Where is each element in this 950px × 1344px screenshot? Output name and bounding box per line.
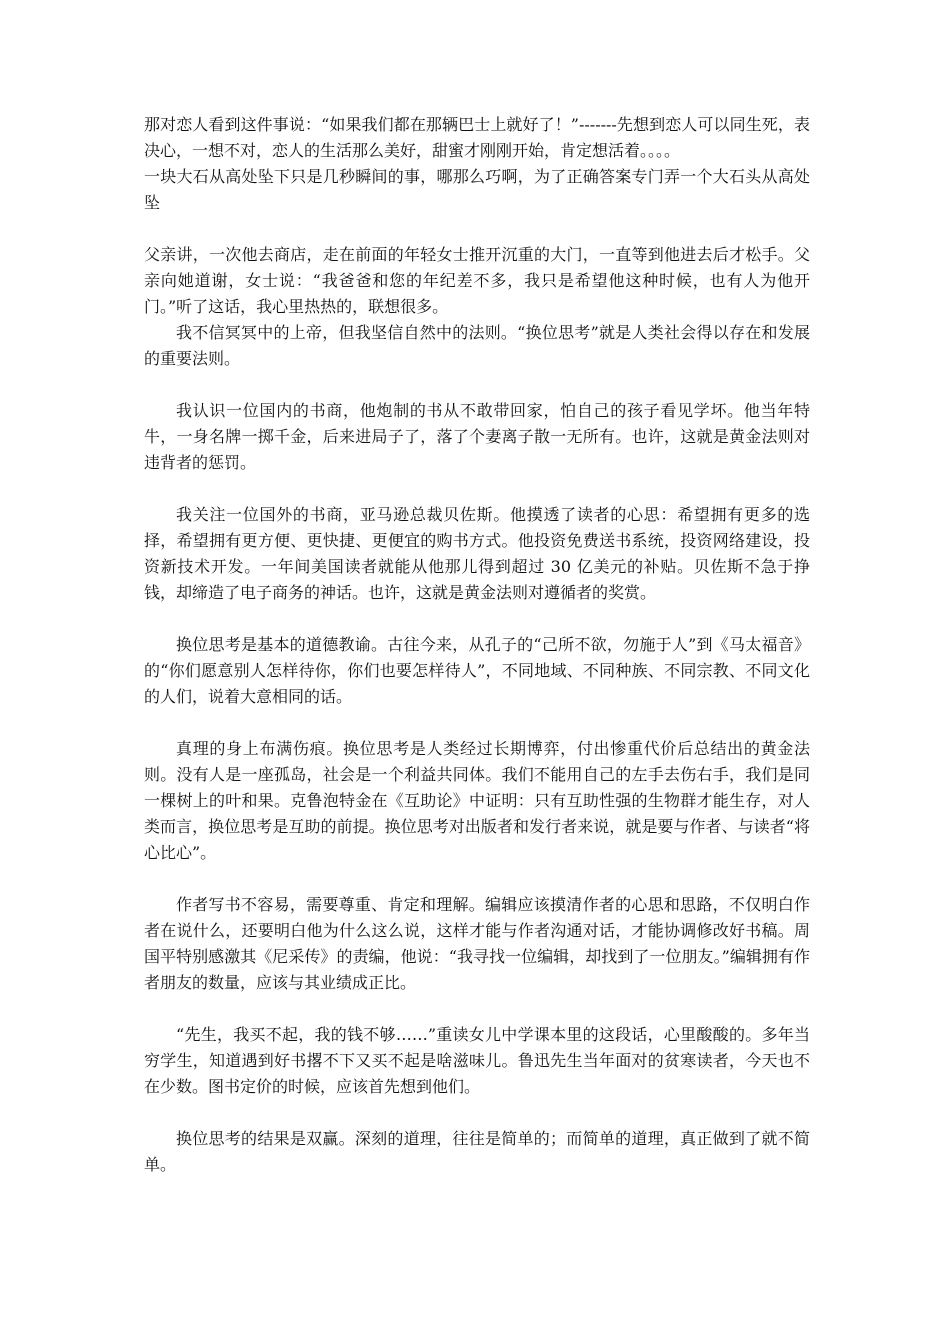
paragraph-poor-readers: “先生，我买不起，我的钱不够……”重读女儿中学课本里的这段话，心里酸酸的。多年当穷学生，知道遇到好书撂不下又买不起是啥滋味儿。鲁迅先生当年面对的贫寒读者，今天也不在少数。图书定价的时候，应该首先想到他们。 [144, 1025, 810, 1096]
paragraph-moral-teaching: 换位思考是基本的道德教谕。古往今来，从孔子的“己所不欲，勿施于人”到《马太福音》的“你们愿意别人怎样待你，你们也要怎样待人”，不同地域、不同种族、不同宗教、不同文化的人们，说着大意相同的话。 [144, 635, 810, 706]
paragraph-stone: 一块大石从高处坠下只是几秒瞬间的事，哪那么巧啊，为了正确答案专门弄一个大石头从高处坠 [144, 167, 810, 212]
paragraph-father-door: 父亲讲，一次他去商店，走在前面的年轻女士推开沉重的大门，一直等到他进去后才松手。父亲向她道谢，女士说：“我爸爸和您的年纪差不多，我只是希望他这种时候，也有人为他开门。”听了这话，我心里热热的，联想很多。 [144, 245, 810, 316]
paragraph-truth: 真理的身上布满伤痕。换位思考是人类经过长期博弈，付出惨重代价后总结出的黄金法则。没有人是一座孤岛，社会是一个利益共同体。我们不能用自己的左手去伤右手，我们是同一棵树上的叶和果。克鲁泡特金在《互助论》中证明：只有互助性强的生物群才能生存，对人类而言，换位思考是互助的前提。换位思考对出版者和发行者来说，就是要与作者、与读者“将心比心”。 [144, 739, 810, 862]
paragraph-conclusion: 换位思考的结果是双赢。深刻的道理，往往是简单的；而简单的道理，真正做到了就不简单。 [144, 1129, 810, 1174]
paragraph-domestic-bookseller: 我认识一位国内的书商，他炮制的书从不敢带回家，怕自己的孩子看见学坏。他当年特牛，一身名牌一掷千金，后来进局子了，落了个妻离子散一无所有。也许，这就是黄金法则对违背者的惩罚。 [144, 401, 810, 472]
paragraph-author-editor: 作者写书不容易，需要尊重、肯定和理解。编辑应该摸清作者的心思和思路，不仅明白作者在说什么，还要明白他为什么这么说，这样才能与作者沟通对话，才能协调修改好书稿。周国平特别感激其《尼采传》的责编，他说：“我寻找一位编辑，却找到了一位朋友。”编辑拥有作者朋友的数量，应该与其业绩成正比。 [144, 895, 810, 992]
paragraph-lovers: 那对恋人看到这件事说：“如果我们都在那辆巴士上就好了！”-------先想到恋人可以同生死，表决心，一想不对，恋人的生活那么美好，甜蜜才刚刚开始，肯定想活着。。。。 [144, 115, 810, 160]
paragraph-golden-rule: 我不信冥冥中的上帝，但我坚信自然中的法则。“换位思考”就是人类社会得以存在和发展的重要法则。 [144, 323, 810, 368]
paragraph-bezos: 我关注一位国外的书商，亚马逊总裁贝佐斯。他摸透了读者的心思：希望拥有更多的选择，希望拥有更方便、更快捷、更便宜的购书方式。他投资免费送书系统，投资网络建设，投资新技术开发。一年间美国读者就能从他那儿得到超过 30 亿美元的补贴。贝佐斯不急于挣钱，却缔造了电子商务的神话。也许，这就是黄金法则对遵循者的奖赏。 [144, 505, 810, 602]
